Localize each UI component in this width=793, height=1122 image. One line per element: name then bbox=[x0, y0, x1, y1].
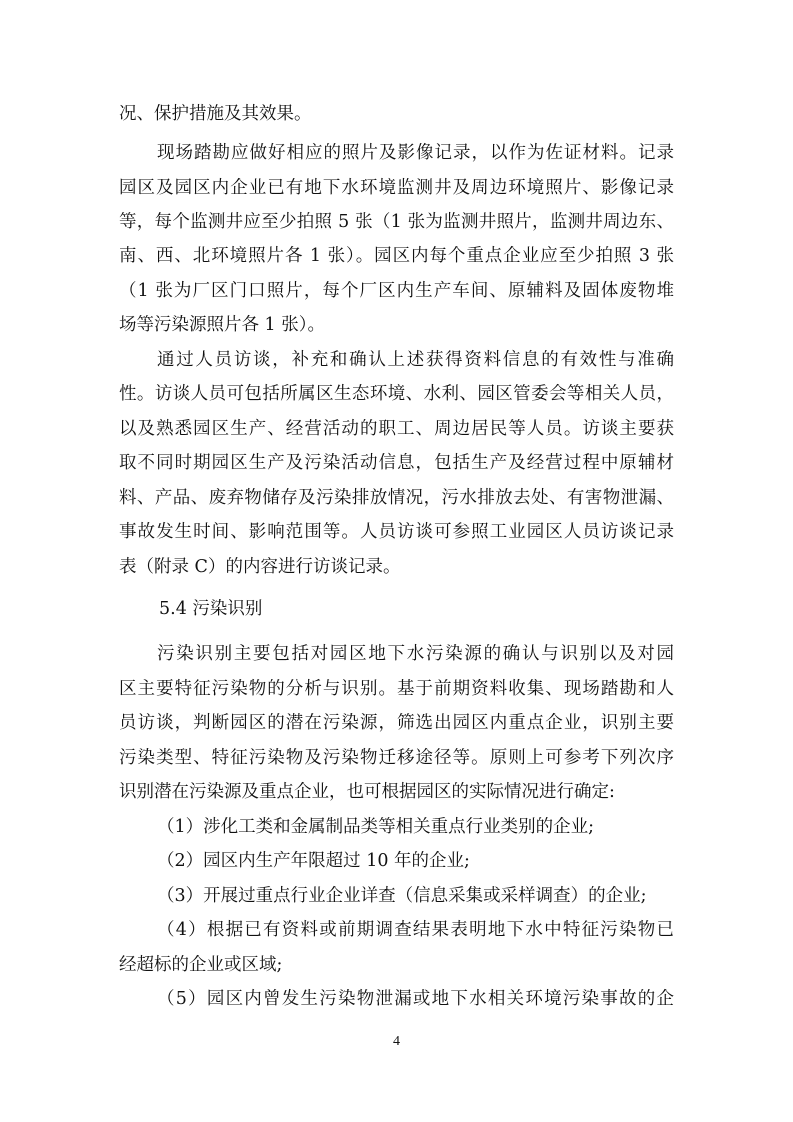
page-number: 4 bbox=[393, 1034, 400, 1049]
paragraph-4-line-3: 员访谈，判断园区的潜在污染源，筛选出园区内重点企业，识别主要 bbox=[119, 713, 674, 733]
paragraph-2-line-2: 园区及园区内企业已有地下水环境监测井及周边环境照片、影像记录 bbox=[119, 178, 674, 198]
list-item-3: （3）开展过重点行业企业详查（信息采集或采样调查）的企业; bbox=[157, 886, 647, 906]
paragraph-2-line-1: 现场踏勘应做好相应的照片及影像记录，以作为佐证材料。记录 bbox=[157, 143, 674, 163]
list-item-1: （1）涉化工类和金属制品类等相关重点行业类别的企业; bbox=[157, 817, 595, 837]
section-heading: 5.4 污染识别 bbox=[159, 599, 263, 619]
paragraph-3-line-2: 性。访谈人员可包括所属区生态环境、水利、园区管委会等相关人员， bbox=[119, 384, 674, 404]
paragraph-3-line-5: 料、产品、废弃物储存及污染排放情况，污水排放去处、有害物泄漏、 bbox=[119, 488, 674, 508]
paragraph-4-line-4: 污染类型、特征污染物及污染物迁移途径等。原则上可参考下列次序 bbox=[119, 748, 674, 768]
paragraph-4-line-5: 识别潜在污染源及重点企业，也可根据园区的实际情况进行确定: bbox=[119, 782, 615, 802]
paragraph-1-line-1: 况、保护措施及其效果。 bbox=[119, 104, 312, 124]
paragraph-2-line-6: 场等污染源照片各 1 张）。 bbox=[119, 315, 326, 335]
paragraph-2-line-3: 等，每个监测井应至少拍照 5 张（1 张为监测井照片，监测井周边东、 bbox=[119, 212, 674, 232]
paragraph-2-line-5: （1 张为厂区门口照片，每个厂区内生产车间、原辅料及固体废物堆 bbox=[119, 281, 674, 301]
paragraph-3-line-3: 以及熟悉园区生产、经营活动的职工、周边居民等人员。访谈主要获 bbox=[119, 419, 674, 439]
list-item-2: （2）园区内生产年限超过 10 年的企业; bbox=[157, 851, 470, 871]
paragraph-3-line-1: 通过人员访谈，补充和确认上述获得资料信息的有效性与准确 bbox=[157, 350, 674, 370]
paragraph-3-line-6: 事故发生时间、影响范围等。人员访谈可参照工业园区人员访谈记录 bbox=[119, 522, 674, 542]
paragraph-3-line-7: 表（附录 C）的内容进行访谈记录。 bbox=[119, 557, 401, 577]
paragraph-2-line-4: 南、西、北环境照片各 1 张）。园区内每个重点企业应至少拍照 3 张 bbox=[119, 246, 674, 266]
paragraph-4-line-2: 区主要特征污染物的分析与识别。基于前期资料收集、现场踏勘和人 bbox=[119, 679, 674, 699]
list-item-5-line-1: （5）园区内曾发生污染物泄漏或地下水相关环境污染事故的企 bbox=[157, 989, 674, 1009]
paragraph-4-line-1: 污染识别主要包括对园区地下水污染源的确认与识别以及对园 bbox=[157, 644, 674, 664]
list-item-4-line-1: （4）根据已有资料或前期调查结果表明地下水中特征污染物已 bbox=[157, 920, 674, 940]
paragraph-3-line-4: 取不同时期园区生产及污染活动信息，包括生产及经营过程中原辅材 bbox=[119, 453, 674, 473]
list-item-4-line-2: 经超标的企业或区域; bbox=[119, 955, 283, 975]
